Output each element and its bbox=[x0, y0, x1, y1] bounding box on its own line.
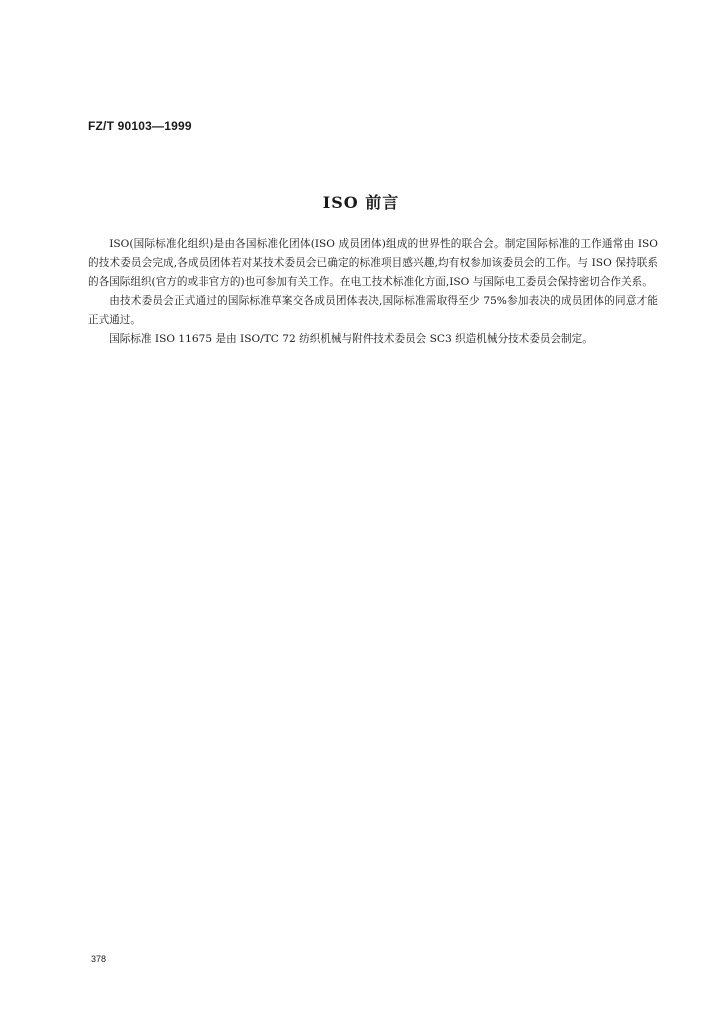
standard-number: FZ/T 90103—1999 bbox=[88, 119, 192, 133]
paragraph-iso-intro: ISO(国际标准化组织)是由各国标准化团体(ISO 成员团体)组成的世界性的联合会。制定国际标准的工作通常由 ISO 的技术委员会完成,各成员团体若对某技术委员会已确定的标准项目感兴趣,均有权参加该委员会的工作。与 ISO 保持联系的各国际组织(官方的或非官方的)也可参加有关工作。在电工技术标准化方面,ISO 与国际电工委员会保持密切合作关系。 bbox=[88, 238, 658, 288]
foreword-body bbox=[88, 235, 658, 349]
paragraph-standard-origin: 国际标准 ISO 11675 是由 ISO/TC 72 纺织机械与附件技术委员会 SC3 织造机械分技术委员会制定。 bbox=[109, 333, 593, 345]
paragraph-voting: 由技术委员会正式通过的国际标准草案交各成员团体表决,国际标准需取得至少 75%参加表决的成员团体的同意才能正式通过。 bbox=[88, 295, 658, 326]
page-title: ISO 前言 bbox=[322, 193, 400, 212]
page-number: 378 bbox=[91, 954, 107, 964]
